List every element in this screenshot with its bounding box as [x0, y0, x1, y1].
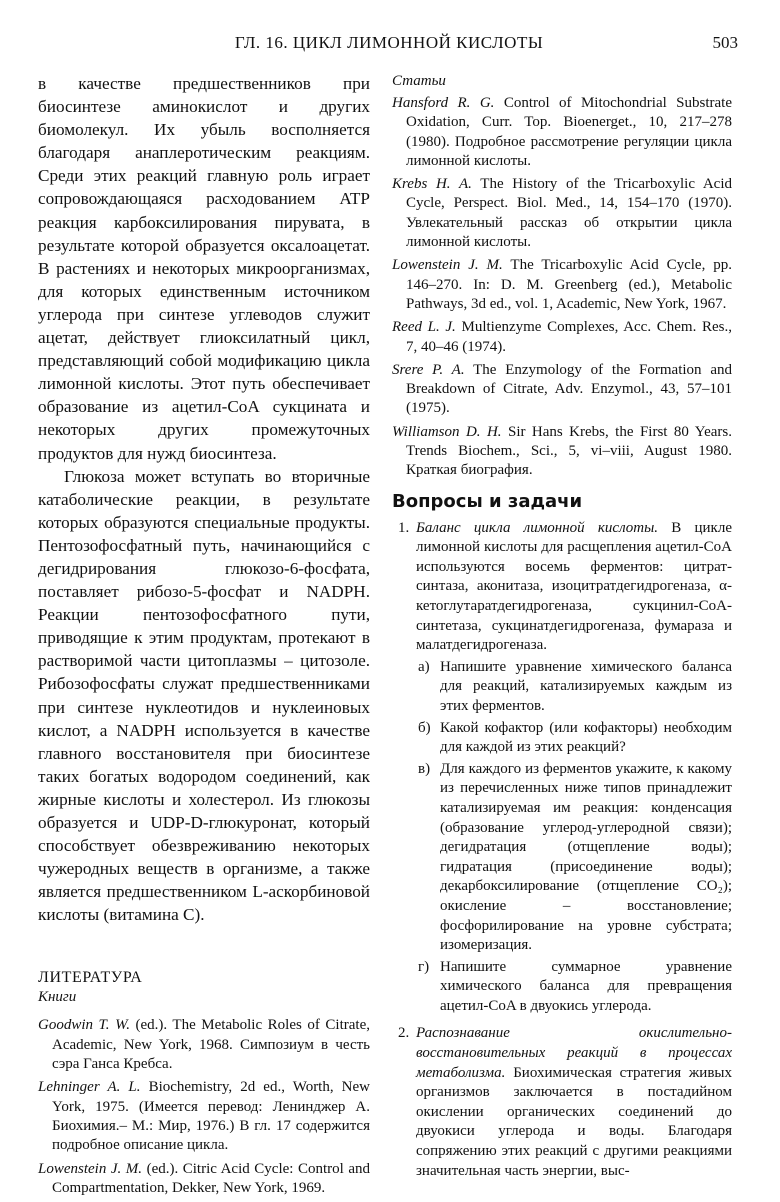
sub-question-text: Напишите уравнение химического баланса для реакций, катализируемых каждым из этих ферментов.: [440, 658, 732, 714]
reference-item: [392, 94, 732, 171]
paragraph: в качестве предшественников при биосинтезе аминокислот и других биомолекул. Их убыль восполняется благодаря анаплеротическим реакциям. Среди этих реакций главную роль играет сопровождающаяся расходованием ATP реакция карбоксилирования пирувата, в результате которой образуется оксалоацетат. В растениях и некоторых микроорганизмах, для которых единственным источником углерода при синтезе углеводов служит ацетат, действует глиоксилатный цикл, представляющий собой модификацию цикла лимонной кислоты. Этот путь обеспечивает образование из ацетил-CoA сукцината и некоторых других промежуточных продуктов для нужд биосинтеза.: [38, 74, 370, 463]
literature-heading: ЛИТЕРАТУРА: [38, 969, 143, 987]
sub-question: [416, 658, 732, 717]
question-title: Баланс цикла лимонной кислоты.: [416, 519, 659, 536]
question-item: [392, 519, 732, 1017]
sub-question-label: а): [418, 658, 430, 675]
reference-text: Multienzyme Complexes, Acc. Chem. Res., 7, 40–46 (1974).: [406, 319, 733, 355]
reference-text: (ed.). Citric Acid Cycle: Control and Compartmentation, Dekker, New York, 1969.: [52, 1160, 370, 1196]
reference-item: [392, 175, 732, 252]
sub-question-text: Для каждого из ферментов укажите, к какому из перечисленных ниже типов принадлежит катализируемая им реакция: конденсация (образование углерод-углеродной связи); дегидратация (отщепление воды); гидратация (присоединение воды); декарбоксилирование (отщепление CO₂); окисление – восстановление; фосфорилирование на уровне субстрата; изомеризация.: [440, 760, 732, 954]
reference-item: [392, 256, 732, 314]
question-number: 1.: [398, 519, 410, 536]
paragraph: Глюкоза может вступать во вторичные катаболические реакции, в результате которых образуются специальные продукты. Пентозофосфатный путь, начинающийся с дегидрирования глюкозо-6-фосфата, поставляет рибозо-5-фосфат и NADPH. Реакции пентозофосфатного пути, приводящие к этим продуктам, протекают в растворимой части цитоплазмы – цитозоле. Рибозофосфаты служат предшественниками при синтезе нуклеотидов и нуклеиновых кислот, а NADPH используется в качестве главного восстановителя при биосинтезе таких богатых водородом соединений, как жирные кислоты и холестерол. Из глюкозы образуется и UDP-D-глюкуронат, который способствует обезвреживанию некоторых чужеродных веществ в организме, а также является предшественником L-аскорбиновой кислоты (витамина C).: [38, 466, 370, 925]
reference-author: Lowenstein J. M.: [38, 1160, 143, 1177]
reference-text: The Enzymology of the Formation and Breakdown of Citrate, Adv. Enzymol., 43, 57–101 (1975).: [406, 361, 732, 417]
question-title: Распознавание окислительно-восстановительных реакций в процессах метаболизма.: [416, 1025, 732, 1081]
reference-author: Goodwin T. W.: [38, 1017, 130, 1034]
reference-author: Hansford R. G.: [392, 95, 495, 111]
running-title: ГЛ. 16. ЦИКЛ ЛИМОННОЙ КИСЛОТЫ: [234, 33, 544, 52]
reference-text: Sir Hans Krebs, the First 80 Years. Trends Biochem., Sci., 5, vi–viii, August 1980. Краткая биография.: [406, 423, 732, 479]
reference-author: Williamson D. H.: [392, 423, 502, 440]
articles-heading: Статьи: [392, 73, 446, 89]
reference-text: Biochemistry, 2d ed., Worth, New York, 1975. (Имеется перевод: Ленинджер А. Биохимия.– М.: Мир, 1976.) В гл. 17 содержится подробное описание цикла.: [52, 1079, 370, 1154]
question-text: В цикле лимонной кислоты для расщепления ацетил-CoA используются восемь ферментов: цитрат-синтаза, аконитаза, изоцитратдегидрогеназа, α-кетоглутаратдегидрогеназа, сукцинил-CoA-синтетаза, сукцинатдегидрогеназа, фумараза и малатдегидрогеназа.: [416, 519, 732, 654]
sub-question-text: Какой кофактор (или кофакторы) необходим для каждой из этих реакций?: [440, 719, 732, 756]
reference-item: [392, 361, 732, 419]
left-column: [38, 72, 370, 1202]
sub-question-text: Напишите суммарное уравнение химического баланса для превращения ацетил-CoA в двуокись углерода.: [440, 958, 732, 1014]
sub-question: [416, 958, 732, 1017]
reference-text: The History of the Tricarboxylic Acid Cycle, Perspect. Biol. Med., 14, 154–170 (1970). Увлекательный рассказ об открытии цикла лимонной кислоты.: [406, 176, 732, 251]
reference-item: [392, 423, 732, 481]
reference-text: The Tricarboxylic Acid Cycle, pp. 146–270. In: D. M. Greenberg (ed.), Metabolic Pathways, 3d ed., vol. 1, Academic, New York, 1967.: [406, 257, 732, 312]
reference-author: Reed L. J.: [392, 319, 456, 336]
page-number: 503: [712, 33, 738, 52]
page-header: [40, 33, 738, 57]
sub-question: [416, 760, 732, 956]
reference-author: Lehninger A. L.: [38, 1079, 141, 1096]
reference-author: Srere P. A.: [392, 361, 465, 378]
questions-heading: Вопросы и задачи: [392, 490, 583, 512]
reference-item: [38, 1160, 370, 1199]
reference-text: (ed.). The Metabolic Roles of Citrate, Academic, New York, 1968. Симпозиум в честь сэра Ганса Кребса.: [52, 1017, 370, 1073]
question-text: Биохимическая стратегия живых организмов заключается в постадийном окислении органических соединений до двуокиси углерода и воды. Благодаря сопряжению этих реакций с другими реакциями значительная часть энергии, выс-: [416, 1064, 732, 1179]
sub-question-label: б): [418, 719, 431, 736]
reference-item: [38, 1016, 370, 1074]
sub-question-label: г): [418, 958, 430, 975]
sub-question-label: в): [418, 760, 431, 777]
question-item: [392, 1024, 732, 1181]
reference-author: Krebs H. A.: [392, 176, 472, 193]
question-number: 2.: [398, 1025, 410, 1042]
reference-item: [392, 318, 732, 357]
sub-question: [416, 719, 732, 758]
reference-item: [38, 1078, 370, 1155]
right-column: [392, 72, 732, 1189]
reference-author: Lowenstein J. M.: [392, 257, 503, 274]
reference-text: Control of Mitochondrial Substrate Oxidation, Curr. Top. Bioenerget., 10, 217–278 (1980). Подробное рассмотрение регуляции цикла лимонной кислоты.: [406, 95, 732, 169]
books-heading: Книги: [38, 989, 77, 1006]
